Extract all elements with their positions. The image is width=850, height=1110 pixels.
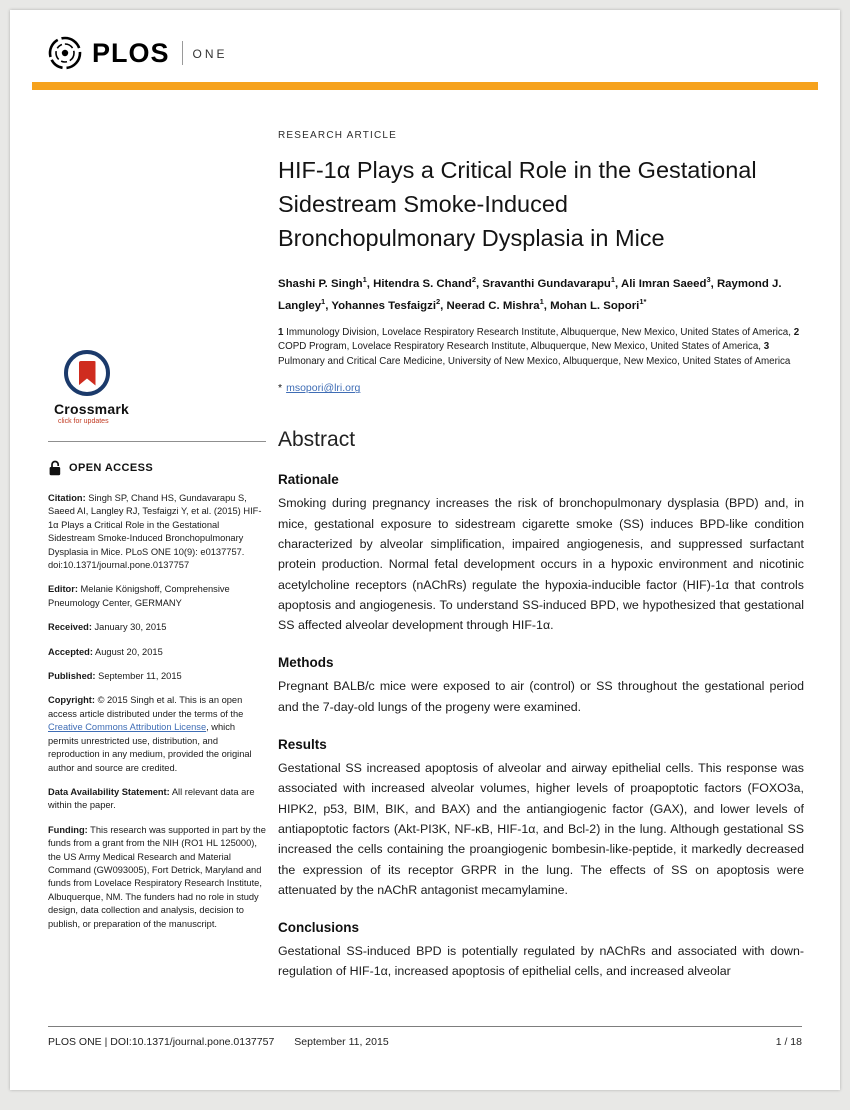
editor-label: Editor: xyxy=(48,584,78,595)
footer-row xyxy=(48,1036,802,1048)
title-line-2: Sidestream Smoke-Induced xyxy=(278,191,568,217)
author: Sravanthi Gundavarapu$^1$, xyxy=(482,275,621,290)
affiliation-number: 2 xyxy=(793,326,800,338)
abstract-section-heading-methods: Methods xyxy=(278,655,334,671)
accepted-label: Accepted: xyxy=(48,646,93,657)
abstract-section-heading-conclusions: Conclusions xyxy=(278,920,360,936)
logo-plos-text: PLOS xyxy=(92,37,170,68)
copyright-text-pre: © 2015 Singh et al. This is an open access article distributed under the terms of the xyxy=(48,695,244,719)
author: Hitendra S. Chand$^2$, xyxy=(373,275,483,290)
article-main xyxy=(278,130,804,982)
affiliation-text: COPD Program, Lovelace Respiratory Research Institute, Albuquerque, New Mexico, United States of America, xyxy=(278,341,764,353)
author-list xyxy=(278,271,804,315)
funding-note xyxy=(48,824,266,931)
journal-header xyxy=(32,32,818,90)
abstract-section-text-conclusions: Gestational SS-induced BPD is potentially regulated by nAChRs and associated with down-regulation of HIF-1α, increased apoptosis of epithelial cells, and increased alveolar xyxy=(278,944,804,979)
author: Mohan L. Sopori$^{1*}$ xyxy=(550,296,647,312)
affiliations xyxy=(278,326,804,370)
data-availability-text: All relevant data are within the paper. xyxy=(48,786,255,811)
corresponding-author xyxy=(278,382,804,394)
editor-text: Melanie Königshoff, Comprehensive Pneumology Center, GERMANY xyxy=(48,584,230,608)
data-availability-note xyxy=(48,786,266,813)
abstract-section-heading-rationale: Rationale xyxy=(278,472,339,488)
author: Neerad C. Mishra$^1$, xyxy=(446,296,551,312)
received-date: January 30, 2015 xyxy=(91,622,167,633)
affiliation-text: Pulmonary and Critical Care Medicine, University of New Mexico, Albuquerque, New Mexico, United States of America xyxy=(278,355,791,367)
published-note xyxy=(48,670,266,683)
logo-divider xyxy=(182,41,183,65)
author: Shashi P. Singh$^1$, xyxy=(278,275,374,290)
crossmark-subtitle: click for updates xyxy=(58,418,109,425)
accepted-note xyxy=(48,646,266,659)
correspondence-marker: * xyxy=(278,382,283,395)
plos-globe-icon xyxy=(46,34,84,72)
article-title xyxy=(278,153,804,255)
crossmark-bookmark-shape xyxy=(79,361,96,386)
affiliation-number: 3 xyxy=(763,341,770,353)
published-label: Published: xyxy=(48,671,96,682)
affiliation-text: Immunology Division, Lovelace Respiratory Research Institute, Albuquerque, New Mexico, United States of America, xyxy=(283,326,794,338)
footer-citation: PLOS ONE | DOI:10.1371/journal.pone.0137757 xyxy=(48,1036,275,1048)
article-sidebar xyxy=(48,350,266,942)
crossmark-badge[interactable] xyxy=(48,350,158,425)
title-line-1: HIF-1α Plays a Critical Role in the Gestational xyxy=(278,157,757,183)
open-access-badge xyxy=(48,460,266,476)
title-line-3: Bronchopulmonary Dysplasia in Mice xyxy=(278,225,665,251)
footer-page-number: 1 / 18 xyxy=(775,1036,802,1048)
open-lock-icon xyxy=(48,460,62,476)
page-footer xyxy=(48,1026,802,1048)
citation-label: Citation: xyxy=(48,493,86,503)
author: Raymond J. Langley$^1$, xyxy=(278,277,782,312)
sidebar-divider xyxy=(48,441,266,442)
abstract-section-text-rationale: Smoking during pregnancy increases the risk of bronchopulmonary dysplasia (BPD) and, in mice, gestational exposure to sidestream cigarette smoke (SS) induces BPD-like condition characterized by alveolar simplification, impaired angiogenesis, and suppressed surfactant protein production. Normal fetal development occurs in a hypoxic environment and nicotinic acetylcholine receptors (nAChRs) regulate the hypoxia-inducible factor (HIF)-1α that controls apoptosis and angiogenesis. To understand SS-induced BPD, we hypothesized that gestational SS affected alveolar development through HIF-1α. xyxy=(278,496,804,633)
author: Ali Imran Saeed$^3$, xyxy=(620,275,717,290)
header-accent-bar xyxy=(32,82,818,90)
abstract-heading: Abstract xyxy=(278,428,356,452)
copyright-label: Copyright: xyxy=(48,695,95,706)
affiliation-number: 1 xyxy=(278,326,284,338)
footer-date: September 11, 2015 xyxy=(294,1036,389,1048)
published-date: September 11, 2015 xyxy=(95,671,182,682)
accepted-date: August 20, 2015 xyxy=(92,646,163,657)
received-note xyxy=(48,621,266,634)
abstract-section-heading-results: Results xyxy=(278,737,327,753)
page xyxy=(10,10,840,1090)
citation-text: Singh SP, Chand HS, Gundavarapu S, Saeed AI, Langley RJ, Tesfaigzi Y, et al. (2015) HIF-1α Plays a Critical Role in the Gestational Sidestream Smoke-Induced Bronchopulmonary Dysplasia in Mice. PLoS ONE 10(9): e0137757. doi:10.1371/journal.pone.0137757 xyxy=(48,493,262,571)
open-access-label: OPEN ACCESS xyxy=(69,462,154,474)
footer-divider xyxy=(48,1026,802,1027)
citation-note xyxy=(48,492,266,572)
copyright-note xyxy=(48,694,266,774)
crossmark-title: Crossmark xyxy=(54,401,129,417)
copyright-text-post: , which permits unrestricted use, distribution, and reproduction in any medium, provided the original author and source are credited. xyxy=(48,722,252,773)
received-label: Received: xyxy=(48,622,92,633)
abstract-section-text-results: Gestational SS increased apoptosis of alveolar and airway epithelial cells. This response was associated with increased alveolar volumes, higher levels of proapoptotic factors (FOXO3a, HIPK2, p53, BIM, BIK, and BAX) and the antiangiogenic factor (GAX), and lower levels of antiapoptotic factors (Akt-PI3K, NF-κB, HIF-1α, and Bcl-2) in the lung. Although gestational SS increased the cells containing the proangiogenic bombesin-like-peptide, it markedly decreased the expression of its receptor GRPR in the lung. The effects of SS on apoptosis were attenuated by the nAChR antagonist mecamylamine. xyxy=(278,761,804,897)
crossmark-icon xyxy=(64,350,110,396)
corresponding-email-link[interactable]: msopori@lri.org xyxy=(286,382,361,395)
editor-note xyxy=(48,583,266,610)
author: Yohannes Tesfaigzi$^2$, xyxy=(331,296,447,312)
article-type-label: RESEARCH ARTICLE xyxy=(278,130,398,141)
cc-license-link[interactable]: Creative Commons Attribution License xyxy=(48,722,207,733)
funding-label: Funding: xyxy=(48,824,88,835)
logo-one-text: ONE xyxy=(192,47,228,61)
funding-text: This research was supported in part by the funds from a grant from the NIH (RO1 HL 125000), the US Army Medical Research and Material Command (GW093005), Fort Detrick, Maryland and funds from Lovelace Respiratory Research Institute, Albuquerque, NM. The funders had no role in study design, data collection and analysis, decision to publish, or preparation of the manuscript. xyxy=(48,824,266,929)
plos-one-logo xyxy=(46,32,818,74)
data-availability-label: Data Availability Statement: xyxy=(48,786,170,797)
abstract-section-text-methods: Pregnant BALB/c mice were exposed to air (control) or SS throughout the gestational period and the 7-day-old lungs of the progeny were examined. xyxy=(278,679,804,714)
